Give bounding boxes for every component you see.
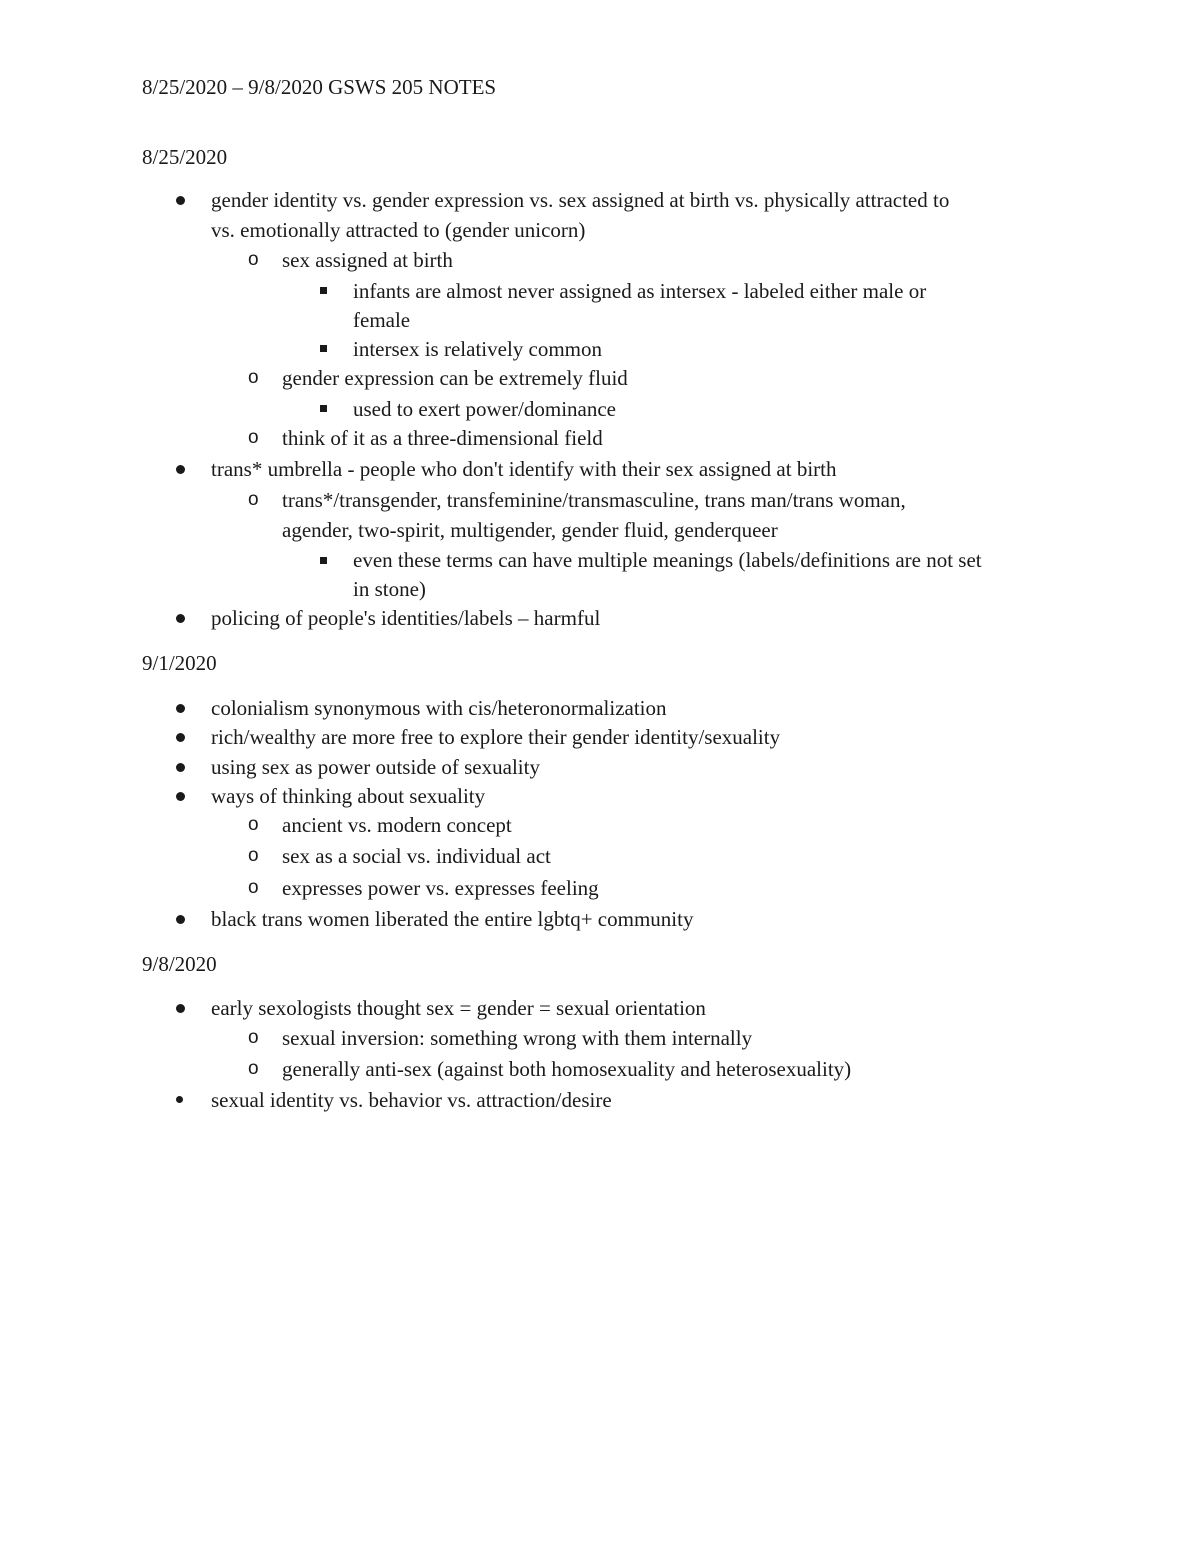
list-item: used to exert power/dominance	[353, 397, 616, 421]
list-item: even these terms can have multiple meanings (labels/definitions are not set	[353, 548, 982, 572]
bullet-level3-icon	[320, 287, 327, 294]
list-item: black trans women liberated the entire lgbtq+ community	[211, 907, 694, 931]
list-item-continuation: in stone)	[353, 577, 426, 601]
list-item: using sex as power outside of sexuality	[211, 755, 540, 779]
list-item: generally anti-sex (against both homosexuality and heterosexuality)	[282, 1057, 852, 1081]
bullet-level1-icon	[176, 763, 185, 772]
bullet-level1-icon	[176, 792, 185, 801]
bullet-level2-icon: o	[248, 1058, 259, 1079]
bullet-level3-icon	[320, 345, 327, 352]
list-item: trans* umbrella - people who don't identify with their sex assigned at birth	[211, 457, 837, 481]
list-item: sex as a social vs. individual act	[282, 844, 551, 868]
bullet-level2-icon: o	[248, 249, 259, 270]
bullet-level2-icon: o	[248, 489, 259, 510]
list-item: sexual identity vs. behavior vs. attraction/desire	[211, 1088, 612, 1112]
list-item: sexual inversion: something wrong with them internally	[282, 1026, 753, 1050]
bullet-level1-icon	[176, 1096, 183, 1103]
list-item: sex assigned at birth	[282, 248, 453, 272]
list-item: trans*/transgender, transfeminine/transmasculine, trans man/trans woman,	[282, 488, 906, 512]
bullet-level2-icon: o	[248, 1027, 259, 1048]
list-item: early sexologists thought sex = gender = sexual orientation	[211, 996, 706, 1020]
list-item: ancient vs. modern concept	[282, 813, 512, 837]
bullet-level1-icon	[176, 1004, 185, 1013]
list-item: expresses power vs. expresses feeling	[282, 876, 599, 900]
section-date: 9/8/2020	[142, 952, 217, 976]
bullet-level2-icon: o	[248, 367, 259, 388]
list-item-continuation: female	[353, 308, 411, 332]
document-title: 8/25/2020 – 9/8/2020 GSWS 205 NOTES	[142, 75, 497, 99]
bullet-level2-icon: o	[248, 845, 259, 866]
list-item: gender identity vs. gender expression vs. sex assigned at birth vs. physically attracted to	[211, 188, 950, 212]
list-item-continuation: vs. emotionally attracted to (gender unicorn)	[211, 218, 586, 242]
list-item: policing of people's identities/labels – harmful	[211, 606, 601, 630]
bullet-level3-icon	[320, 557, 327, 564]
bullet-level2-icon: o	[248, 877, 259, 898]
bullet-level1-icon	[176, 733, 185, 742]
bullet-level1-icon	[176, 465, 185, 474]
list-item: colonialism synonymous with cis/heteronormalization	[211, 696, 667, 720]
bullet-level3-icon	[320, 405, 327, 412]
bullet-level1-icon	[176, 196, 185, 205]
list-item: intersex is relatively common	[353, 337, 603, 361]
section-date: 8/25/2020	[142, 145, 228, 169]
bullet-level2-icon: o	[248, 814, 259, 835]
list-item: rich/wealthy are more free to explore their gender identity/sexuality	[211, 725, 781, 749]
list-item-continuation: agender, two-spirit, multigender, gender fluid, genderqueer	[282, 518, 778, 542]
list-item: infants are almost never assigned as intersex - labeled either male or	[353, 279, 927, 303]
bullet-level2-icon: o	[248, 427, 259, 448]
bullet-level1-icon	[176, 704, 185, 713]
bullet-level1-icon	[176, 614, 185, 623]
section-date: 9/1/2020	[142, 651, 217, 675]
bullet-level1-icon	[176, 915, 185, 924]
list-item: gender expression can be extremely fluid	[282, 366, 628, 390]
list-item: ways of thinking about sexuality	[211, 784, 486, 808]
list-item: think of it as a three-dimensional field	[282, 426, 603, 450]
